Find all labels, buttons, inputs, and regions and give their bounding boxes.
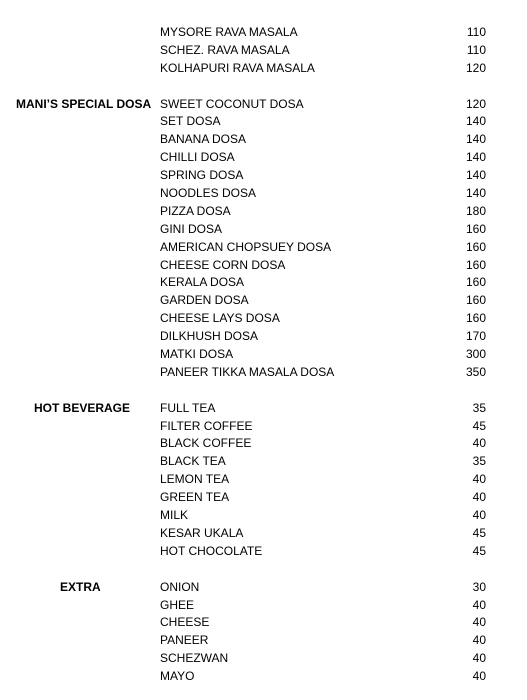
- item-name: GINI DOSA: [160, 221, 223, 236]
- item-price: 45: [472, 418, 486, 433]
- item-price: 40: [472, 490, 486, 505]
- item-price: 40: [472, 669, 486, 684]
- menu-row: [0, 203, 527, 221]
- item-price: 40: [472, 651, 486, 666]
- item-name: BANANA DOSA: [160, 132, 247, 147]
- item-name: GARDEN DOSA: [160, 293, 249, 308]
- item-price: 140: [465, 150, 486, 165]
- menu-row: [0, 149, 527, 167]
- menu-row: [0, 131, 527, 149]
- menu-row: [0, 221, 527, 239]
- menu-row: [0, 328, 527, 346]
- item-price: 160: [465, 221, 486, 236]
- item-price: 160: [465, 239, 486, 254]
- item-name: KESAR UKALA: [160, 525, 244, 540]
- menu-row: [0, 543, 527, 561]
- item-price: 300: [465, 347, 486, 362]
- category-heading: EXTRA: [60, 579, 101, 594]
- menu-row: [0, 346, 527, 364]
- item-name: MATKI DOSA: [160, 347, 234, 362]
- menu-row: [0, 650, 527, 668]
- menu-row: [0, 418, 527, 436]
- item-price: 40: [472, 597, 486, 612]
- menu-row: [0, 579, 527, 597]
- item-price: 35: [472, 400, 486, 415]
- menu-row: [0, 96, 527, 114]
- item-name: PANEER: [160, 633, 209, 648]
- item-price: 140: [465, 168, 486, 183]
- menu-row: [0, 113, 527, 131]
- item-price: 180: [465, 203, 486, 218]
- menu-row: [0, 668, 527, 686]
- item-name: BLACK COFFEE: [160, 436, 252, 451]
- item-price: 160: [465, 275, 486, 290]
- item-price: 110: [466, 25, 486, 39]
- menu-row: [0, 167, 527, 185]
- item-price: 35: [472, 454, 486, 469]
- menu-row: [0, 507, 527, 525]
- item-name: FULL TEA: [160, 400, 216, 415]
- item-name: NOODLES DOSA: [160, 186, 257, 201]
- item-name: SWEET COCONUT DOSA: [160, 96, 304, 111]
- item-name: BLACK TEA: [160, 454, 226, 469]
- item-price: 40: [472, 633, 486, 648]
- menu-row: [0, 453, 527, 471]
- item-name: SPRING DOSA: [160, 168, 244, 183]
- menu-row: [0, 239, 527, 257]
- item-name: CHEESE: [160, 615, 210, 630]
- menu-row: [0, 60, 527, 78]
- item-name: HOT CHOCOLATE: [160, 543, 263, 558]
- menu-row: [0, 597, 527, 615]
- item-price: 140: [465, 186, 486, 201]
- menu-row: [0, 24, 527, 42]
- menu-document: [0, 24, 527, 686]
- section-gap: [0, 78, 527, 96]
- menu-row: [0, 489, 527, 507]
- item-name: ONION: [160, 579, 200, 594]
- item-price: 160: [465, 311, 486, 326]
- item-name: CHILLI DOSA: [160, 150, 235, 165]
- menu-row: [0, 310, 527, 328]
- item-price: 160: [465, 257, 486, 272]
- item-price: 120: [465, 60, 486, 75]
- item-name: SCHEZ. RAVA MASALA: [160, 42, 290, 57]
- item-name: PANEER TIKKA MASALA DOSA: [160, 364, 335, 379]
- item-name: AMERICAN CHOPSUEY DOSA: [160, 239, 332, 254]
- item-name: CHEESE CORN DOSA: [160, 257, 286, 272]
- item-name: FILTER COFFEE: [160, 418, 253, 433]
- item-price: 40: [472, 508, 486, 523]
- item-name: SCHEZWAN: [160, 651, 229, 666]
- category-heading: HOT BEVERAGE: [34, 400, 131, 415]
- menu-row: [0, 471, 527, 489]
- item-name: KOLHAPURI RAVA MASALA: [160, 60, 315, 75]
- menu-row: [0, 364, 527, 382]
- item-name: GHEE: [160, 597, 195, 612]
- item-name: DILKHUSH DOSA: [160, 329, 259, 344]
- item-price: 160: [465, 293, 486, 308]
- item-price: 120: [465, 96, 486, 111]
- item-name: MILK: [160, 508, 189, 523]
- item-name: SET DOSA: [160, 114, 221, 129]
- item-name: PIZZA DOSA: [160, 203, 231, 218]
- item-name: MAYO: [160, 669, 195, 684]
- category-heading: MANI’S SPECIAL DOSA: [16, 96, 152, 111]
- item-price: 140: [465, 132, 486, 147]
- menu-row: [0, 614, 527, 632]
- item-name: MYSORE RAVA MASALA: [160, 25, 298, 39]
- menu-row: [0, 525, 527, 543]
- item-price: 30: [472, 579, 486, 594]
- menu-row: [0, 435, 527, 453]
- item-price: 110: [466, 42, 486, 57]
- item-price: 45: [472, 525, 486, 540]
- item-price: 140: [465, 114, 486, 129]
- section-gap: [0, 561, 527, 579]
- menu-row: [0, 292, 527, 310]
- menu-row: [0, 185, 527, 203]
- item-price: 170: [465, 329, 486, 344]
- item-name: LEMON TEA: [160, 472, 230, 487]
- item-name: CHEESE LAYS DOSA: [160, 311, 280, 326]
- menu-row: [0, 257, 527, 275]
- menu-row: [0, 274, 527, 292]
- item-name: GREEN TEA: [160, 490, 230, 505]
- section-gap: [0, 382, 527, 400]
- item-name: KERALA DOSA: [160, 275, 245, 290]
- item-price: 40: [472, 436, 486, 451]
- item-price: 350: [465, 364, 486, 379]
- menu-row: [0, 400, 527, 418]
- item-price: 45: [472, 543, 486, 558]
- menu-row: [0, 632, 527, 650]
- menu-row: [0, 42, 527, 60]
- item-price: 40: [472, 472, 486, 487]
- item-price: 40: [472, 615, 486, 630]
